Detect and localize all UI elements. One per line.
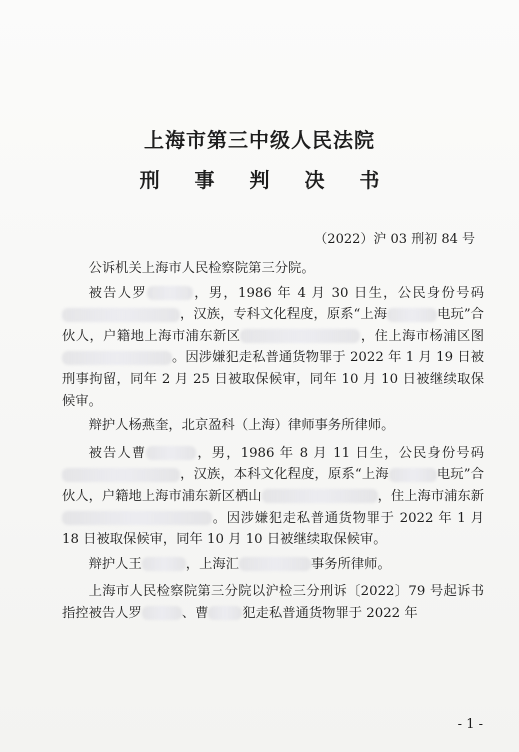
redaction-blur — [62, 308, 180, 322]
redaction-blur — [62, 468, 180, 482]
case-number: （2022）沪 03 刑初 84 号 — [314, 232, 475, 247]
redaction-blur — [146, 446, 196, 460]
page-number: - 1 - — [457, 717, 483, 732]
redaction-blur — [62, 351, 172, 365]
court-title: 上海市第三中级人民法院 — [144, 128, 375, 152]
prosecutor-paragraph: 公诉机关上海市人民检察院第三分院。 — [88, 261, 315, 276]
defender-1-paragraph: 辩护人杨燕奎，北京盈科（上海）律师事务所律师。 — [88, 418, 395, 434]
redaction-blur — [240, 329, 360, 343]
defender-2-paragraph: 辩护人王 ，上海汇 事务所律师。 — [88, 556, 391, 572]
redaction-blur — [387, 308, 437, 322]
redaction-blur — [62, 511, 212, 525]
redaction-blur — [239, 557, 311, 571]
redaction-blur — [208, 606, 242, 620]
redaction-blur — [142, 606, 182, 620]
redaction-blur — [389, 468, 437, 482]
judgment-body — [62, 258, 484, 628]
indictment-paragraph: 上海市人民检察院第三分院以沪检三分刑诉〔2022〕79 号起诉书指控被告人罗 、曹 犯走私普通货物罪于 2022 年 — [62, 584, 484, 621]
defendant-1-paragraph: 被告人罗 ，男，1986 年 4 月 30 日生，公民身份号码，汉族，专科文化程度，原系“上海 电玩”合伙人，户籍地上海市浦东新区 ，住上海市杨浦区图。因涉嫌犯走私普通货物罪于 2022 年 1 月 19 日被刑事拘留，同年 2 月 25 日被取保候审，同年 10 月 10 日被继续取保候审。 — [62, 285, 485, 409]
redaction-blur — [147, 286, 193, 300]
redaction-blur — [142, 557, 186, 571]
document-type-title: 刑 事 判 决 书 — [139, 168, 394, 192]
defendant-2-paragraph: 被告人曹 ，男，1986 年 8 月 11 日生，公民身份号码，汉族，本科文化程度，原系“上海 电玩”合伙人，户籍地上海市浦东新区栖山 ，住上海市浦东新。因涉嫌犯走私普通货物罪于 2022 年 1 月 18 日被取保候审，同年 10 月 10 日被继续取保候审。 — [62, 445, 485, 548]
redaction-blur — [262, 489, 378, 503]
